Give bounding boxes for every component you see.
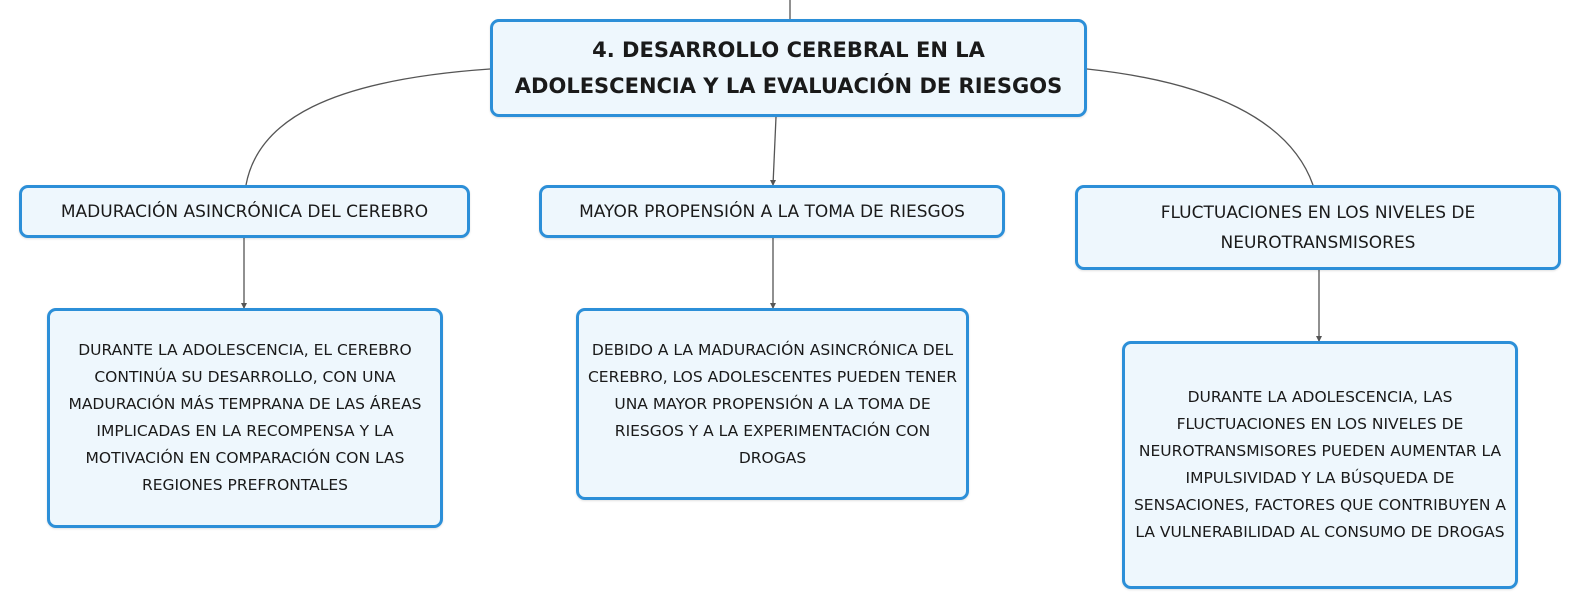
connector-root-branch-3 (1087, 69, 1313, 185)
detail-topic-text: DURANTE LA ADOLESCENCIA, LAS FLUCTUACIONES EN LOS NIVELES DE NEUROTRANSMISORES PUEDEN AUMENTAR LA IMPULSIVIDAD Y LA BÚSQUEDA DE SENSACIONES, FACTORES QUE CONTRIBUYEN A LA VULNERABILIDAD AL CONSUMO DE DROGAS (1133, 388, 1507, 541)
detail-topic-text: DURANTE LA ADOLESCENCIA, EL CEREBRO CONTINÚA SU DESARROLLO, CON UNA MADURACIÓN MÁS TEMPRANA DE LAS ÁREAS IMPLICADAS EN LA RECOMPENSA Y LA MOTIVACIÓN EN COMPARACIÓN CON LAS REGIONES PREFRONTALES (68, 341, 422, 494)
root-topic-title: 4. DESARROLLO CEREBRAL EN LA ADOLESCENCIA Y LA EVALUACIÓN DE RIESGOS (514, 38, 1063, 98)
branch-topic-asynchronous-maturation[interactable] (19, 185, 470, 238)
connector-root-branch-1 (246, 69, 490, 185)
detail-topic-risk-propensity[interactable] (576, 308, 969, 500)
branch-topic-label: MADURACIÓN ASINCRÓNICA DEL CEREBRO (60, 201, 429, 222)
branch-topic-risk-propensity[interactable] (539, 185, 1005, 238)
branch-topic-label: MAYOR PROPENSIÓN A LA TOMA DE RIESGOS (579, 201, 965, 222)
detail-topic-asynchronous-maturation[interactable] (47, 308, 443, 528)
branch-topic-neurotransmitter-fluctuations[interactable] (1075, 185, 1561, 270)
branch-topic-label: FLUCTUACIONES EN LOS NIVELES DE NEUROTRANSMISORES (1160, 202, 1476, 253)
connector-root-branch-2 (773, 117, 776, 185)
detail-topic-neurotransmitter-fluctuations[interactable] (1122, 341, 1518, 589)
root-topic[interactable] (490, 19, 1087, 117)
detail-topic-text: DEBIDO A LA MADURACIÓN ASINCRÓNICA DEL CEREBRO, LOS ADOLESCENTES PUEDEN TENER UNA MAYOR PROPENSIÓN A LA TOMA DE RIESGOS Y A LA EXPERIMENTACIÓN CON DROGAS (587, 340, 958, 467)
